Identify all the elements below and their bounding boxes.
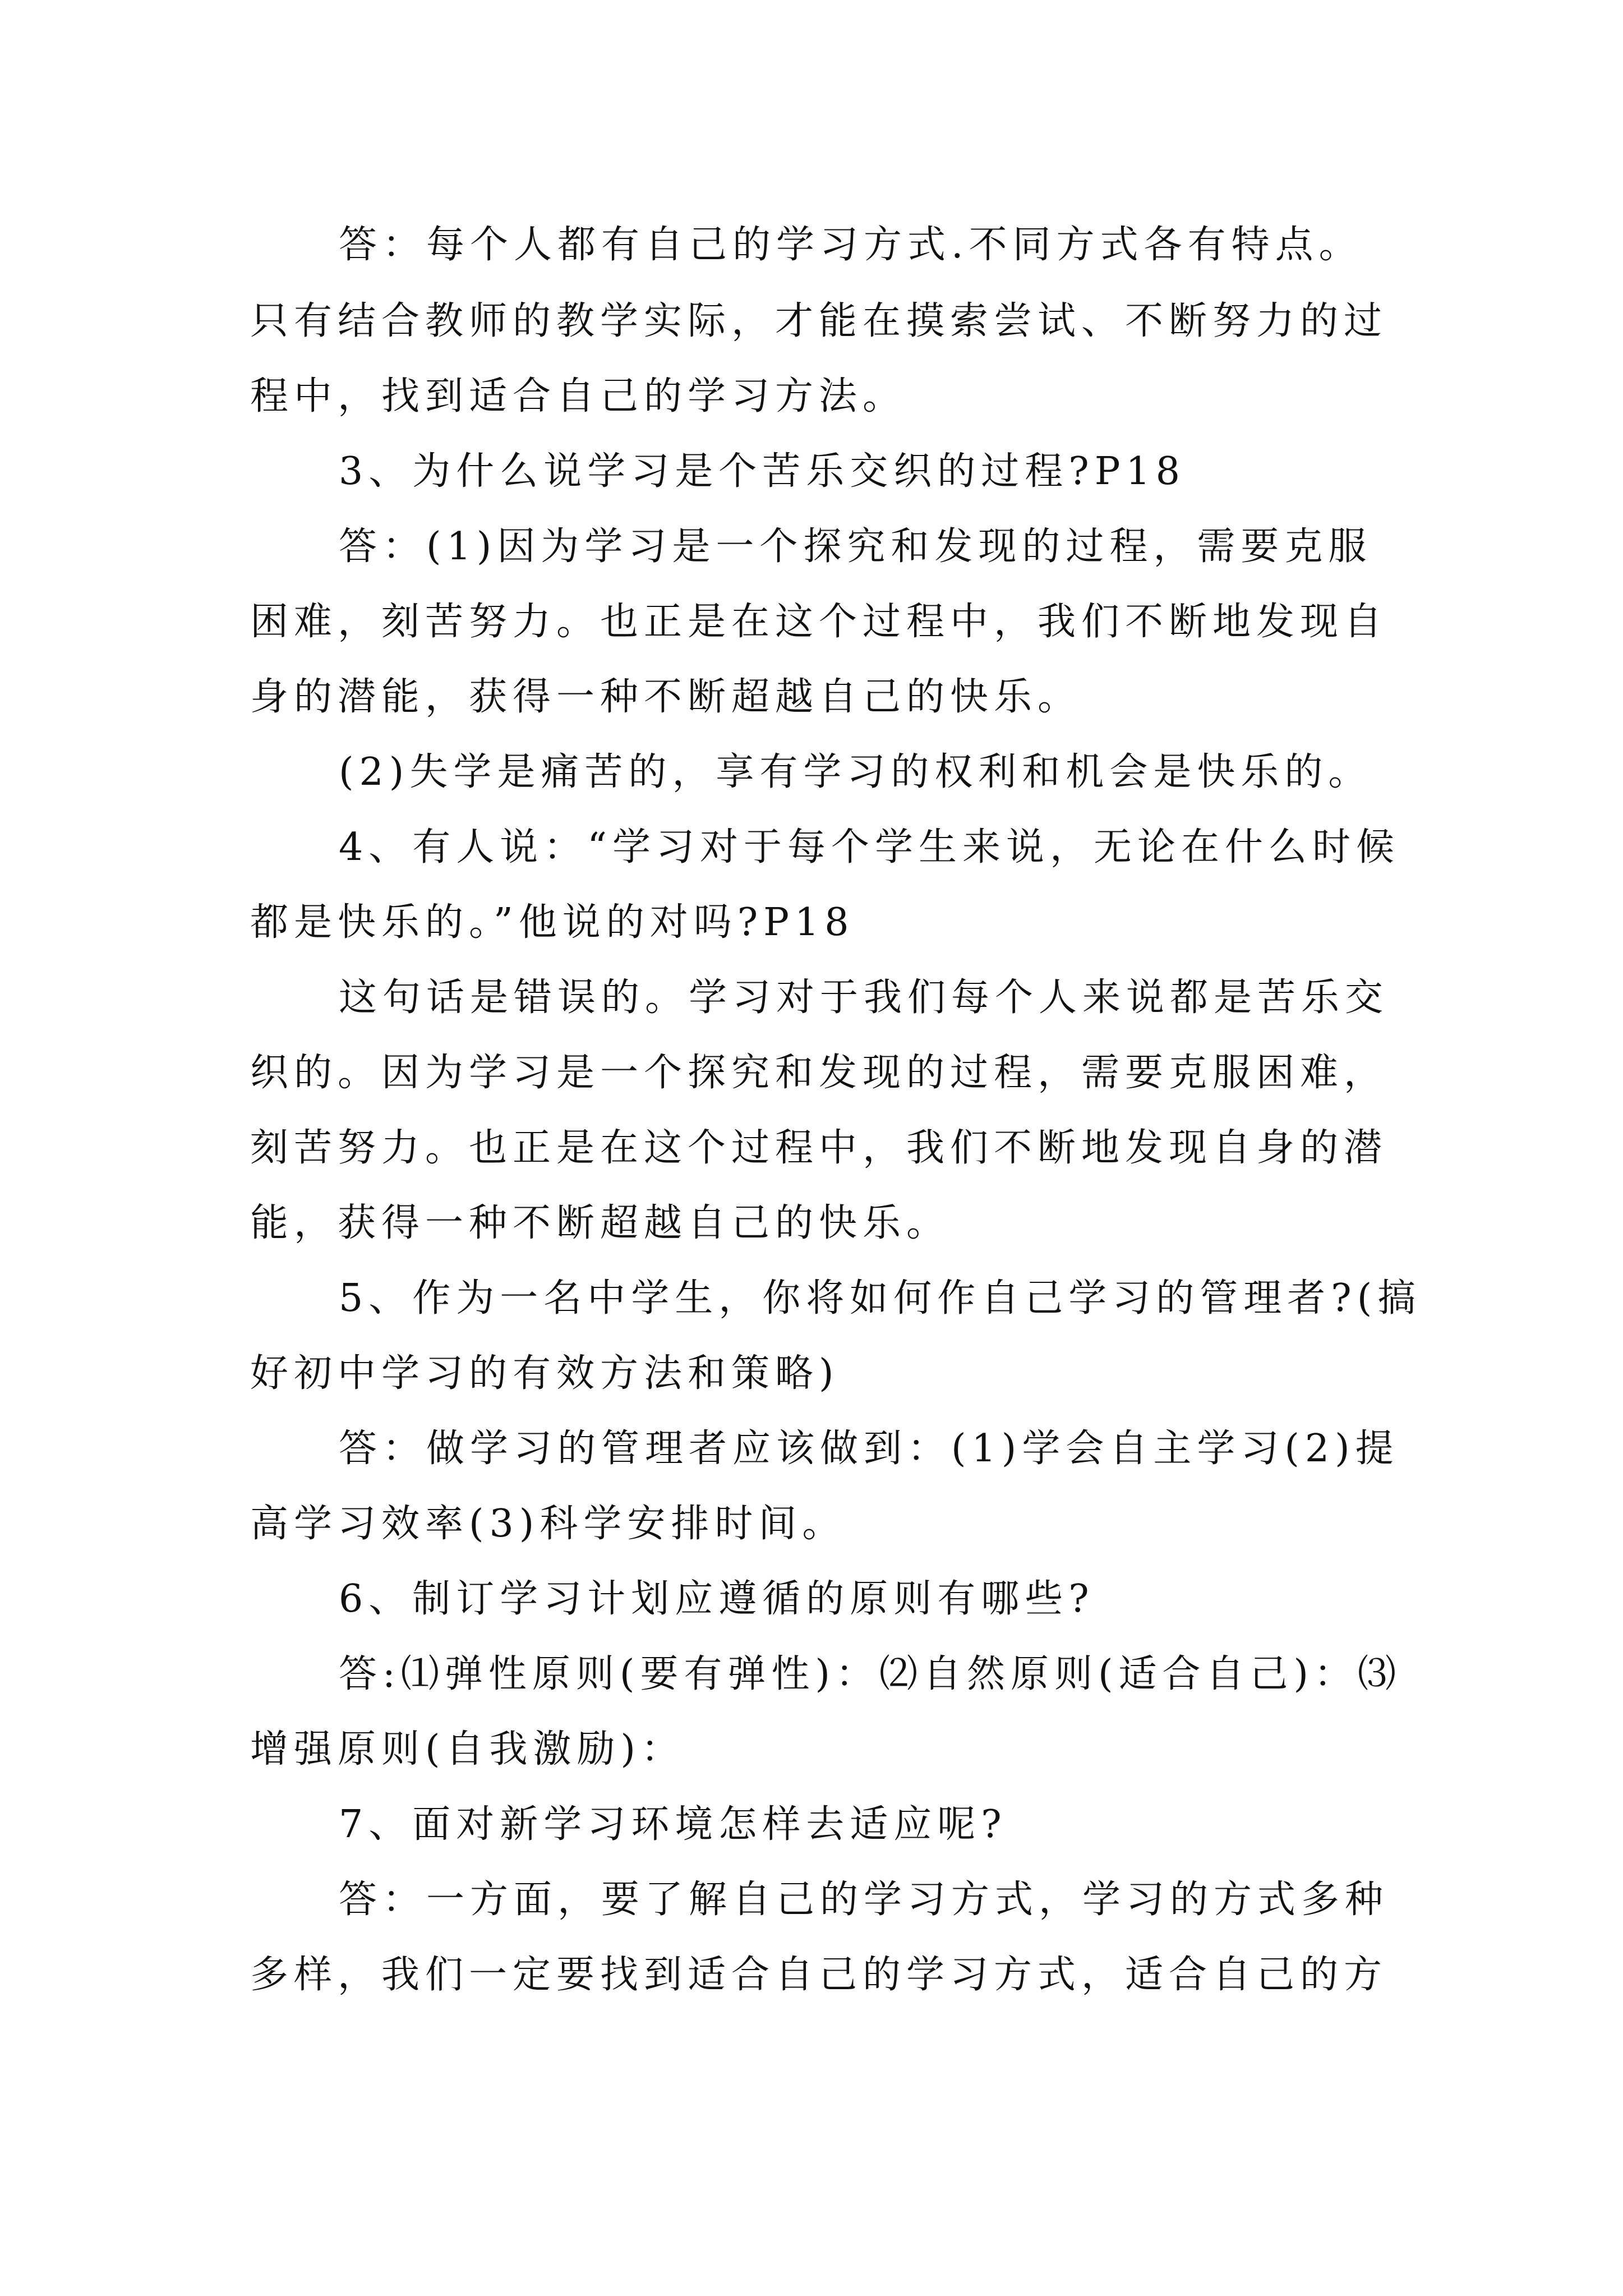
text-line: 答:⑴弹性原则(要有弹性)：⑵自然原则(适合自己)：⑶ [339,1652,1402,1696]
text-line: (2)失学是痛苦的，享有学习的权利和机会是快乐的。 [339,750,1372,794]
text-line: 答：一方面，要了解自己的学习方式，学习的方式多种 [339,1878,1389,1922]
text-line: 织的。因为学习是一个探究和发现的过程，需要克服困难， [250,1051,1388,1095]
text-line: 增强原则(自我激励)： [250,1727,685,1772]
text-line: 困难，刻苦努力。也正是在这个过程中，我们不断地发现自 [250,600,1388,644]
text-line: 身的潜能，获得一种不断超越自己的快乐。 [250,675,1082,719]
text-line: 高学习效率(3)科学安排时间。 [250,1502,846,1546]
text-line: 多样，我们一定要找到适合自己的学习方式，适合自己的方 [250,1953,1388,1997]
text-line: 能，获得一种不断超越自己的快乐。 [250,1201,951,1245]
text-line: 答：每个人都有自己的学习方式.不同方式各有特点。 [339,223,1363,267]
text-line: 只有结合教师的教学实际，才能在摸索尝试、不断努力的过 [250,299,1388,343]
text-line: 刻苦努力。也正是在这个过程中，我们不断地发现自身的潜 [250,1126,1388,1170]
question-heading: 都是快乐的。”他说的对吗?P18 [250,900,855,945]
question-heading: 3、为什么说学习是个苦乐交织的过程?P18 [339,449,1186,494]
text-line: 答：(1)因为学习是一个探究和发现的过程，需要克服 [339,524,1372,569]
question-heading: 7、面对新学习环境怎样去适应呢? [339,1802,1007,1847]
question-heading: 4、有人说：“学习对于每个学生来说，无论在什么时候 [339,825,1400,869]
text-line: 这句话是错误的。学习对于我们每个人来说都是苦乐交 [339,976,1389,1020]
text-line: 程中，找到适合自己的学习方法。 [250,374,907,418]
text-line: 答：做学习的管理者应该做到：(1)学会自主学习(2)提 [339,1427,1399,1471]
question-heading: 6、制订学习计划应遵循的原则有哪些? [339,1577,1095,1621]
question-heading: 好初中学习的有效方法和策略) [250,1351,840,1396]
question-heading: 5、作为一名中学生，你将如何作自己学习的管理者?(搞 [339,1276,1422,1320]
